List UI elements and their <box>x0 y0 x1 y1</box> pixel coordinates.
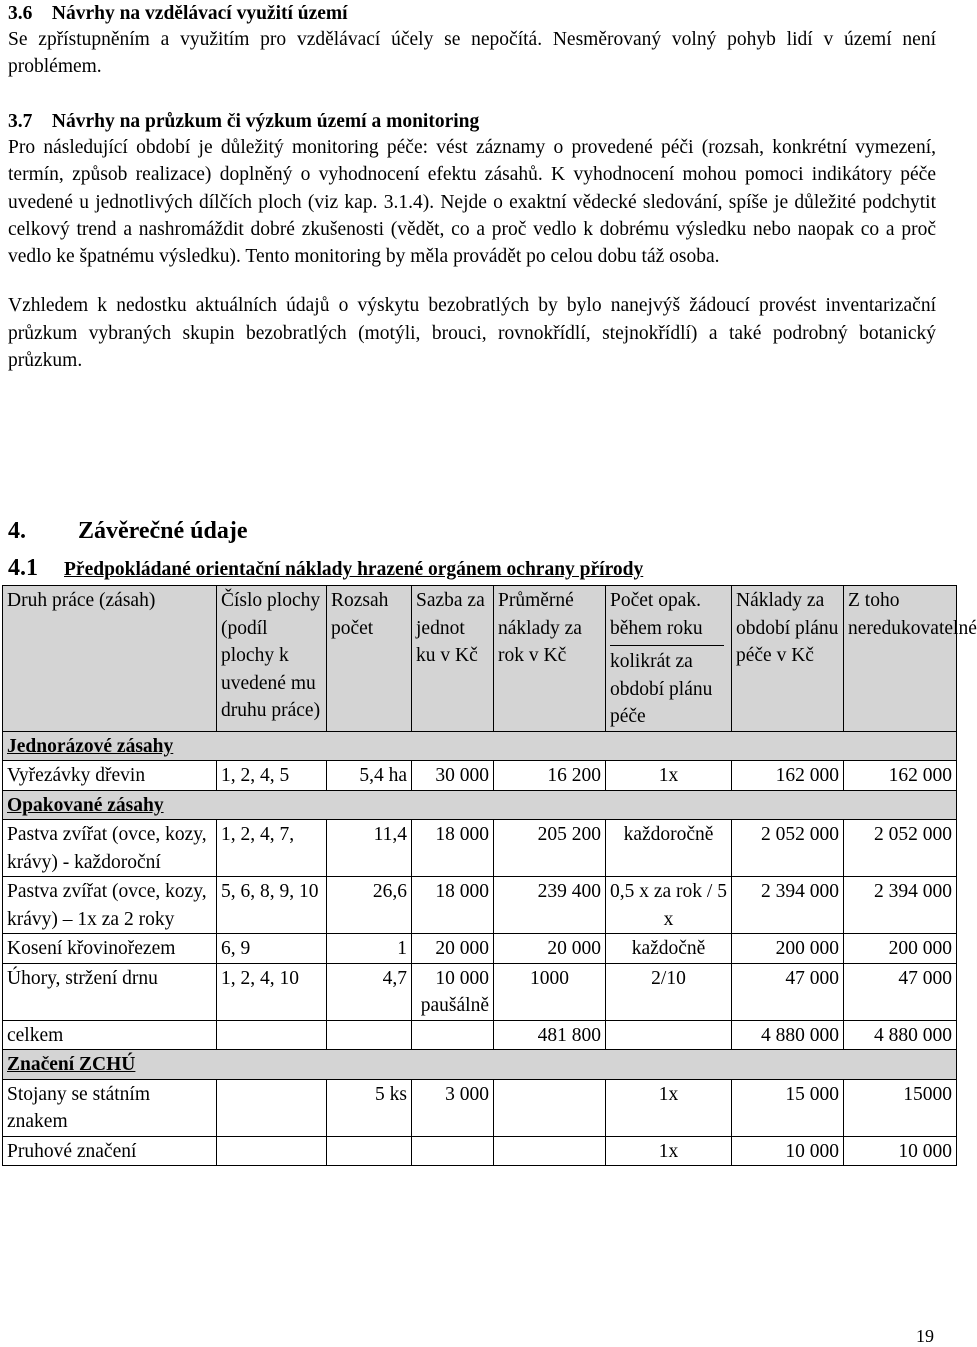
table-row <box>3 877 957 934</box>
cell-celkem-prumer: 481 800 <box>494 1020 606 1050</box>
cell-prumer: 239 400 <box>494 877 606 934</box>
cell-ztoho: 200 000 <box>844 934 957 964</box>
cell-sazba: 30 000 <box>412 761 494 791</box>
section-heading: 3.6 Návrhy na vzdělávací využití území <box>8 3 348 24</box>
cell-pocet: každočně <box>606 934 732 964</box>
cell-cislo <box>217 1079 327 1136</box>
cell-rozsah: 4,7 <box>327 963 412 1020</box>
cell-celkem-ztoho: 4 880 000 <box>844 1020 957 1050</box>
cell-sazba: 18 000 <box>412 820 494 877</box>
cell-pocet: 0,5 x za rok / 5 x <box>606 877 732 934</box>
table-row <box>3 1079 957 1136</box>
cell-naklady: 162 000 <box>732 761 844 791</box>
cell-ztoho: 15000 <box>844 1079 957 1136</box>
divider <box>610 645 724 646</box>
cell-pocet: 2/10 <box>606 963 732 1020</box>
cell-druh: Kosení křovinořezem <box>3 934 217 964</box>
cell-pocet: každoročně <box>606 820 732 877</box>
cell-sazba: 20 000 <box>412 934 494 964</box>
cell-naklady: 47 000 <box>732 963 844 1020</box>
cell-ztoho: 2 394 000 <box>844 877 957 934</box>
table-row <box>3 963 957 1020</box>
header-naklady: Náklady za období plánu péče v Kč <box>732 586 844 732</box>
cell-prumer <box>494 1136 606 1166</box>
cell-prumer: 1000 <box>494 963 606 1020</box>
cell-cislo <box>217 1136 327 1166</box>
header-cislo: Číslo plochy (podíl plochy k uvedené mu druhu práce) <box>217 586 327 732</box>
header-druh: Druh práce (zásah) <box>3 586 217 732</box>
cell-naklady: 10 000 <box>732 1136 844 1166</box>
cell-cislo: 6, 9 <box>217 934 327 964</box>
header-prumer: Průměrné náklady za rok v Kč <box>494 586 606 732</box>
cell-sazba <box>412 1136 494 1166</box>
section-row <box>3 731 957 761</box>
cell-pocet: 1x <box>606 1136 732 1166</box>
cell-sazba: 3 000 <box>412 1079 494 1136</box>
chapter-number: 4. <box>8 518 26 544</box>
cell-rozsah: 11,4 <box>327 820 412 877</box>
subsection-heading <box>8 555 643 582</box>
table-row <box>3 934 957 964</box>
header-pocet-top: Počet opak. během roku <box>610 590 703 639</box>
cell-druh: Stojany se státním znakem <box>3 1079 217 1136</box>
cell-rozsah: 5,4 ha <box>327 761 412 791</box>
section-3-6 <box>8 2 936 81</box>
cell-cislo: 1, 2, 4, 5 <box>217 761 327 791</box>
cell-cislo: 1, 2, 4, 10 <box>217 963 327 1020</box>
cell-cislo: 5, 6, 8, 9, 10 <box>217 877 327 934</box>
cell-prumer <box>494 1079 606 1136</box>
section-row <box>3 1050 957 1080</box>
cell-prumer: 16 200 <box>494 761 606 791</box>
table-row <box>3 820 957 877</box>
cell-druh: Pruhové značení <box>3 1136 217 1166</box>
cell-ztoho: 2 052 000 <box>844 820 957 877</box>
table-header-row <box>3 586 957 732</box>
cell-druh: Vyřezávky dřevin <box>3 761 217 791</box>
cell-celkem-label: celkem <box>3 1020 217 1050</box>
chapter-heading <box>8 518 248 545</box>
cell-druh: Pastva zvířat (ovce, kozy, krávy) – 1x za 2 roky <box>3 877 217 934</box>
cell-ztoho: 162 000 <box>844 761 957 791</box>
cell-pocet: 1x <box>606 1079 732 1136</box>
cell-rozsah <box>327 1136 412 1166</box>
cell-sazba: 18 000 <box>412 877 494 934</box>
cell-prumer: 205 200 <box>494 820 606 877</box>
cell-ztoho: 47 000 <box>844 963 957 1020</box>
subsection-title: Předpokládané orientační náklady hrazené orgánem ochrany přírody <box>64 559 644 580</box>
header-pocet-bottom: kolikrát za období plánu péče <box>610 651 713 727</box>
cost-table <box>2 585 977 1166</box>
cell-sazba: 10 000 paušálně <box>412 963 494 1020</box>
cell-rozsah: 5 ks <box>327 1079 412 1136</box>
cell-cislo: 1, 2, 4, 7, <box>217 820 327 877</box>
cell-druh: Úhory, stržení drnu <box>3 963 217 1020</box>
cell-druh: Pastva zvířat (ovce, kozy, krávy) - každoroční <box>3 820 217 877</box>
cell-naklady: 200 000 <box>732 934 844 964</box>
table-row <box>3 761 957 791</box>
section-label: Značení ZCHÚ <box>7 1054 136 1075</box>
cell-naklady: 15 000 <box>732 1079 844 1136</box>
cell-pocet: 1x <box>606 761 732 791</box>
section-row <box>3 790 957 820</box>
cell-celkem-naklady: 4 880 000 <box>732 1020 844 1050</box>
paragraph: Vzhledem k nedostku aktuálních údajů o výskytu bezobratlých by bylo nanejvýš žádoucí provést inventarizační průzkum vybraných skupin bezobratlých (motýli, brouci, rovnokřídlí, stejnokřídlí) a také podrobný botanický průzkum. <box>8 295 936 372</box>
header-sazba: Sazba za jednot ku v Kč <box>412 586 494 732</box>
cell-naklady: 2 052 000 <box>732 820 844 877</box>
section-heading: 3.7 Návrhy na průzkum či výzkum území a monitoring <box>8 111 480 132</box>
paragraph: Pro následující období je důležitý monitoring péče: vést záznamy o provedené péči (rozsah, konkrétní vymezení, termín, způsob realizace) doplněný o vyhodnocení efektu zásahů. K vyhodnocení mohou pomoci indikátory péče uvedené u jednotlivých dílčích ploch (viz kap. 3.1.4). Nejde o exaktní vědecké sledování, spíše je důležité podchytit celkový trend a nashromáždit dobré zkušenosti (vědět, co a proč vedlo k dobrému výsledku nebo naopak co a proč vedlo ke špatnému výsledku). Tento monitoring by měla provádět po celou dobu táž osoba. <box>8 137 936 268</box>
subsection-number: 4.1 <box>8 555 38 581</box>
cell-rozsah: 1 <box>327 934 412 964</box>
section-label: Jednorázové zásahy <box>7 735 174 757</box>
page-number: 19 <box>916 1326 934 1346</box>
table-row <box>3 1136 957 1166</box>
paragraph: Se zpřístupněním a využitím pro vzdělávací účely se nepočítá. Nesměrovaný volný pohyb lidí v území není problémem. <box>8 29 936 78</box>
cell-naklady: 2 394 000 <box>732 877 844 934</box>
section-label: Opakované zásahy <box>7 794 164 816</box>
header-ztoho: Z toho neredukovatelné <box>844 586 957 732</box>
header-pocet <box>606 586 732 732</box>
section-3-7 <box>8 110 936 374</box>
cell-ztoho: 10 000 <box>844 1136 957 1166</box>
chapter-title: Závěrečné údaje <box>78 518 248 544</box>
header-rozsah: Rozsah počet <box>327 586 412 732</box>
cell-prumer: 20 000 <box>494 934 606 964</box>
total-row <box>3 1020 957 1050</box>
cell-rozsah: 26,6 <box>327 877 412 934</box>
